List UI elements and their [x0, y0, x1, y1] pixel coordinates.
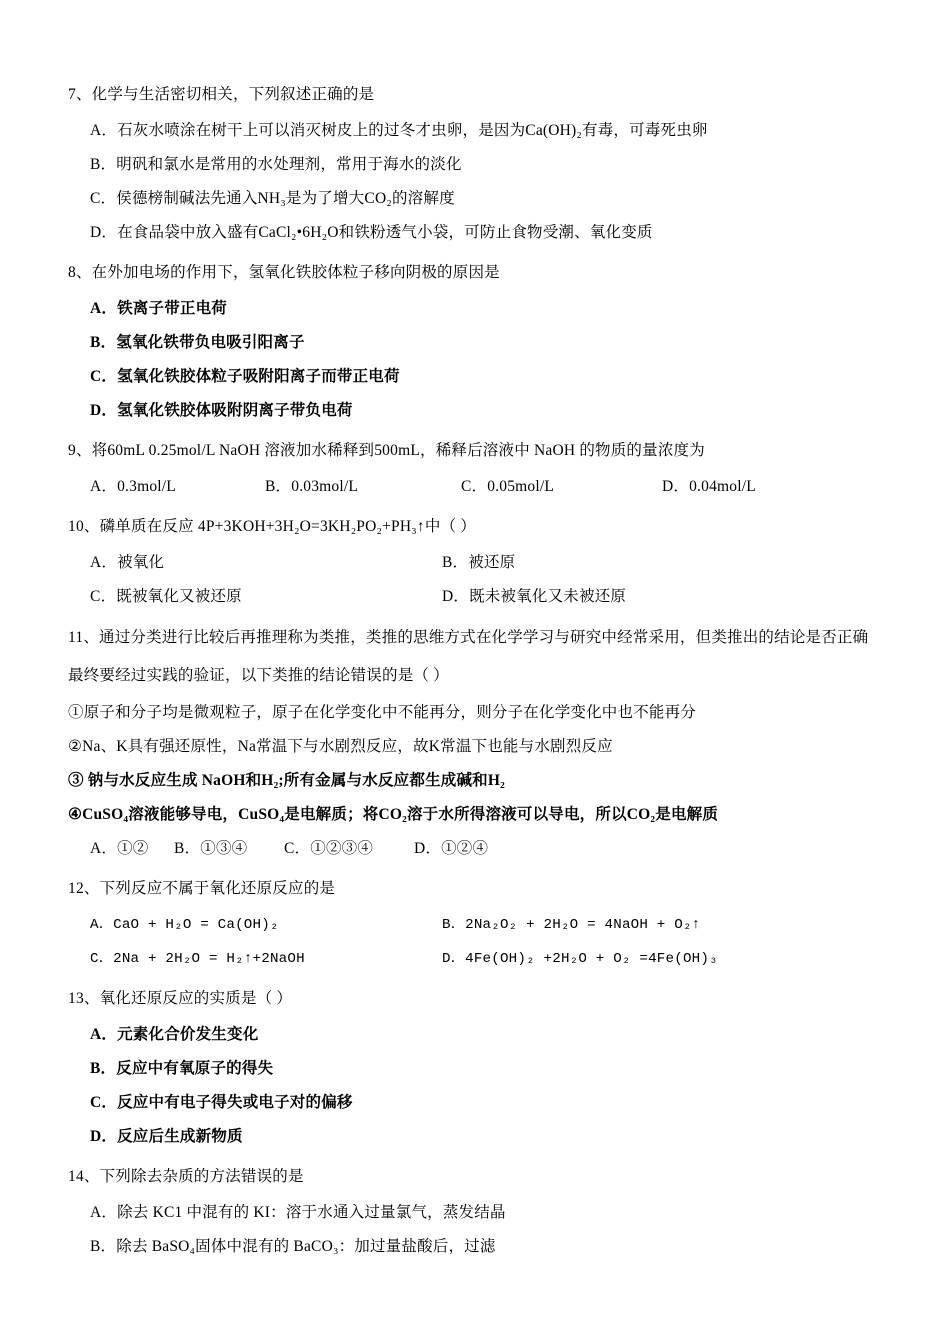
question-block-13	[68, 982, 888, 1154]
option-b: B．0.03mol/L	[265, 478, 359, 495]
option-row	[68, 908, 888, 942]
question-block-7	[68, 78, 888, 250]
option-b: B．反应中有氧原子的得失	[90, 1060, 274, 1077]
option-row	[68, 580, 888, 614]
question-stem-line2: 最终要经过实践的验证，以下类推的结论错误的是（ ）	[68, 667, 449, 684]
option-a: A．元素化合价发生变化	[90, 1026, 259, 1043]
question-stem: 7、化学与生活密切相关，下列叙述正确的是	[68, 86, 375, 103]
option-a: A．铁离子带正电荷	[90, 300, 227, 317]
option-row	[68, 546, 888, 580]
option-c: C．侯德榜制碱法先通入NH₃是为了增大CO₂的溶解度	[90, 190, 455, 207]
question-block-12	[68, 872, 888, 976]
question-stem: 12、下列反应不属于氧化还原反应的是	[68, 880, 336, 897]
option-c: C．0.05mol/L	[461, 478, 555, 495]
option-a: A．CaO + H₂O = Ca(OH)₂	[90, 917, 279, 933]
question-stem: 13、氧化还原反应的实质是（ ）	[68, 990, 293, 1007]
question-block-14	[68, 1160, 888, 1264]
question-block-8	[68, 256, 888, 428]
option-c: C．既被氧化又被还原	[90, 588, 242, 605]
question-block-10	[68, 510, 888, 614]
option-a: A．被氧化	[90, 554, 165, 571]
option-b: B．氢氧化铁带负电吸引阳离子	[90, 334, 305, 351]
option-a: A．0.3mol/L	[90, 478, 176, 495]
question-block-9	[68, 434, 888, 504]
option-d: D．氢氧化铁胶体吸附阴离子带负电荷	[90, 402, 353, 419]
option-b: B．除去 BaSO₄固体中混有的 BaCO₃：加过量盐酸后，过滤	[90, 1238, 496, 1255]
option-c: C．氢氧化铁胶体粒子吸附阳离子而带正电荷	[90, 368, 400, 385]
question-stem: 14、下列除去杂质的方法错误的是	[68, 1168, 304, 1185]
option-b: B．①③④	[174, 840, 248, 857]
option-b: B．2Na₂O₂ + 2H₂O = 4NaOH + O₂↑	[442, 917, 701, 933]
question-stem-line1: 11、通过分类进行比较后再推理称为类推，类推的思维方式在化学学习与研究中经常采用，但类推出的结论是否正确	[68, 629, 869, 646]
statement-4: ④CuSO₄溶液能够导电，CuSO₄是电解质；将CO₂溶于水所得溶液可以导电，所以CO₂是电解质	[68, 806, 719, 823]
option-a: A．石灰水喷涂在树干上可以消灭树皮上的过冬才虫卵，是因为Ca(OH)₂有毒，可毒死虫卵	[90, 122, 708, 139]
option-row	[68, 942, 888, 976]
option-c: C．①②③④	[284, 840, 374, 857]
statement-3: ③ 钠与水反应生成 NaOH和H₂;所有金属与水反应都生成碱和H₂	[68, 772, 505, 789]
question-block-11	[68, 620, 888, 866]
option-c: C．2Na + 2H₂O = H₂↑+2NaOH	[90, 951, 305, 967]
option-d: D．4Fe(OH)₂ +2H₂O + O₂ =4Fe(OH)₃	[442, 951, 718, 967]
question-stem: 10、磷单质在反应 4P+3KOH+3H₂O=3KH₂PO₂+PH₃↑中（ ）	[68, 518, 476, 535]
option-d: D．0.04mol/L	[662, 478, 756, 495]
option-row	[68, 832, 888, 866]
option-d: D．①②④	[414, 840, 489, 857]
option-c: C．反应中有电子得失或电子对的偏移	[90, 1094, 353, 1111]
option-b: B．明矾和氯水是常用的水处理剂，常用于海水的淡化	[90, 156, 462, 173]
option-a: A．①②	[90, 840, 149, 857]
option-d: D．反应后生成新物质	[90, 1128, 243, 1145]
statement-1: ①原子和分子均是微观粒子，原子在化学变化中不能再分，则分子在化学变化中也不能再分	[68, 704, 697, 721]
option-a: A．除去 KC1 中混有的 KI：溶于水通入过量氯气，蒸发结晶	[90, 1204, 506, 1221]
option-b: B．被还原	[442, 554, 516, 571]
question-stem: 8、在外加电场的作用下，氢氧化铁胶体粒子移向阴极的原因是	[68, 264, 500, 281]
statement-2: ②Na、K具有强还原性，Na常温下与水剧烈反应，故K常温下也能与水剧烈反应	[68, 738, 613, 755]
option-row	[68, 470, 888, 504]
option-d: D．既未被氧化又未被还原	[442, 588, 627, 605]
option-d: D．在食品袋中放入盛有CaCl₂•6H₂O和铁粉透气小袋，可防止食物受潮、氧化变质	[90, 224, 653, 241]
question-stem: 9、将60mL 0.25mol/L NaOH 溶液加水稀释到500mL，稀释后溶液中 NaOH 的物质的量浓度为	[68, 442, 705, 459]
